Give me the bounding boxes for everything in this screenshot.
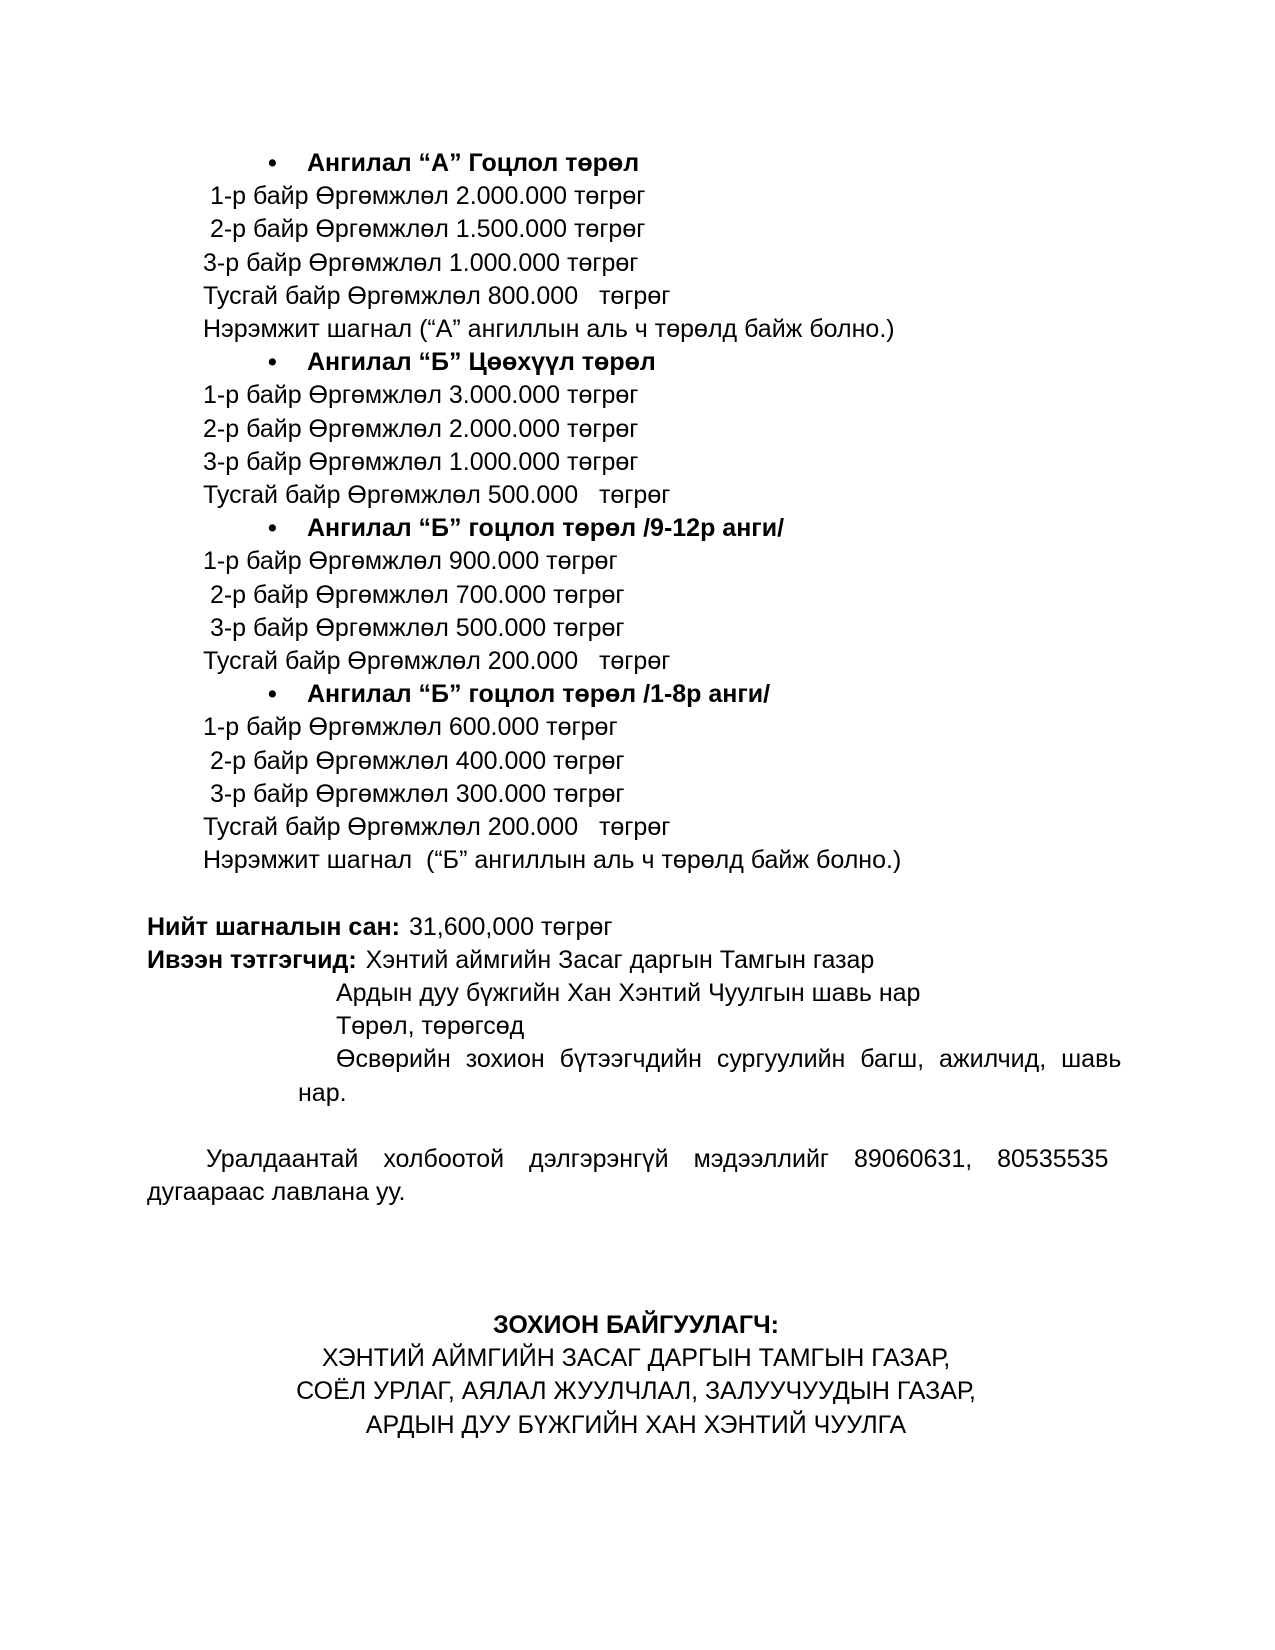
total-prize-label: Нийт шагналын сан:	[147, 912, 400, 941]
organizer-block	[147, 1309, 1125, 1442]
prize-item-line: 3-р байр Өргөмжлөл 300.000 төгрөг	[203, 779, 625, 808]
contact-line-2: дугаараас лавлана уу.	[147, 1178, 406, 1207]
spacer	[147, 1276, 1125, 1309]
bullet-icon: •	[268, 348, 277, 377]
bullet-icon: •	[268, 514, 277, 543]
prize-item-line: 1-р байр Өргөмжлөл 600.000 төгрөг	[203, 713, 618, 742]
organizer-title: ЗОХИОН БАЙГУУЛАГЧ:	[493, 1311, 779, 1340]
sponsor-line: Ардын дуу бүжгийн Хан Хэнтий Чуулгын шавь нар	[336, 979, 921, 1008]
sponsor-line: Өсвөрийн зохион бүтээгчдийн сургуулийн багш, ажилчид, шавь	[336, 1045, 1122, 1074]
prize-item-line: Нэрэмжит шагнал (“Б” ангиллын аль ч төрөлд байж болно.)	[203, 846, 902, 875]
spacer	[147, 1110, 1125, 1143]
category-heading	[147, 512, 1125, 545]
category-heading-text: Ангилал “Б” гоцлол төрөл /1-8р анги/	[307, 680, 771, 709]
category-heading	[147, 678, 1125, 711]
contact-line-1: Уралдаантай холбоотой дэлгэрэнгүй мэдээллийг 89060631, 80535535	[206, 1145, 1109, 1174]
prize-item-line: Тусгай байр Өргөмжлөл 800.000 төгрөг	[203, 281, 671, 310]
prize-item-line: Тусгай байр Өргөмжлөл 200.000 төгрөг	[203, 647, 671, 676]
organizer-lines	[147, 1342, 1125, 1442]
bullet-icon: •	[268, 680, 277, 709]
prize-item-line: Тусгай байр Өргөмжлөл 500.000 төгрөг	[203, 481, 671, 510]
prize-item-line: 2-р байр Өргөмжлөл 700.000 төгрөг	[203, 580, 625, 609]
sponsor-first: Хэнтий аймгийн Засаг даргын Тамгын газар	[365, 945, 875, 974]
total-prize-value: 31,600,000 төгрөг	[408, 912, 613, 941]
sponsors-line	[147, 944, 1125, 977]
prize-item-line: 1-р байр Өргөмжлөл 2.000.000 төгрөг	[203, 182, 646, 211]
organizer-line: СОЁЛ УРЛАГ, АЯЛАЛ ЖУУЛЧЛАЛ, ЗАЛУУЧУУДЫН ГАЗАР,	[296, 1377, 976, 1406]
prize-sections	[147, 147, 1125, 877]
spacer	[147, 877, 1125, 910]
prize-item-line: Нэрэмжит шагнал (“А” ангиллын аль ч төрөлд байж болно.)	[203, 315, 895, 344]
prize-item-line: 3-р байр Өргөмжлөл 500.000 төгрөг	[203, 613, 625, 642]
spacer	[147, 1209, 1125, 1242]
prize-item-line: 2-р байр Өргөмжлөл 1.500.000 төгрөг	[203, 215, 646, 244]
category-heading-text: Ангилал “Б” гоцлол төрөл /9-12р анги/	[307, 514, 785, 543]
prize-item-line: 3-р байр Өргөмжлөл 1.000.000 төгрөг	[203, 447, 639, 476]
prize-item-line: 1-р байр Өргөмжлөл 900.000 төгрөг	[203, 547, 618, 576]
category-heading-text: Ангилал “Б” Цөөхүүл төрөл	[307, 348, 656, 377]
sponsor-lines	[147, 977, 1125, 1077]
organizer-line: АРДЫН ДУУ БҮЖГИЙН ХАН ХЭНТИЙ ЧУУЛГА	[365, 1410, 907, 1439]
category-heading	[147, 346, 1125, 379]
prize-item-line: 3-р байр Өргөмжлөл 1.000.000 төгрөг	[203, 248, 639, 277]
spacer	[147, 1243, 1125, 1276]
sponsor-line: Төрөл, төрөгсөд	[336, 1012, 525, 1041]
bullet-icon: •	[268, 149, 277, 177]
total-prize-line	[147, 911, 1125, 944]
prize-item-line: 1-р байр Өргөмжлөл 3.000.000 төгрөг	[203, 381, 639, 410]
organizer-line: ХЭНТИЙ АЙМГИЙН ЗАСАГ ДАРГЫН ТАМГЫН ГАЗАР,	[321, 1344, 951, 1373]
category-heading	[147, 147, 1125, 180]
sponsors-label: Ивээн тэтгэгчид:	[147, 945, 357, 974]
prize-item-line: 2-р байр Өргөмжлөл 400.000 төгрөг	[203, 746, 625, 775]
category-heading-text: Ангилал “А” Гоцлол төрөл	[307, 149, 640, 177]
prize-item-line: Тусгай байр Өргөмжлөл 200.000 төгрөг	[203, 813, 671, 842]
prize-item-line: 2-р байр Өргөмжлөл 2.000.000 төгрөг	[203, 414, 639, 443]
sponsor-continuation: нар.	[298, 1078, 347, 1107]
